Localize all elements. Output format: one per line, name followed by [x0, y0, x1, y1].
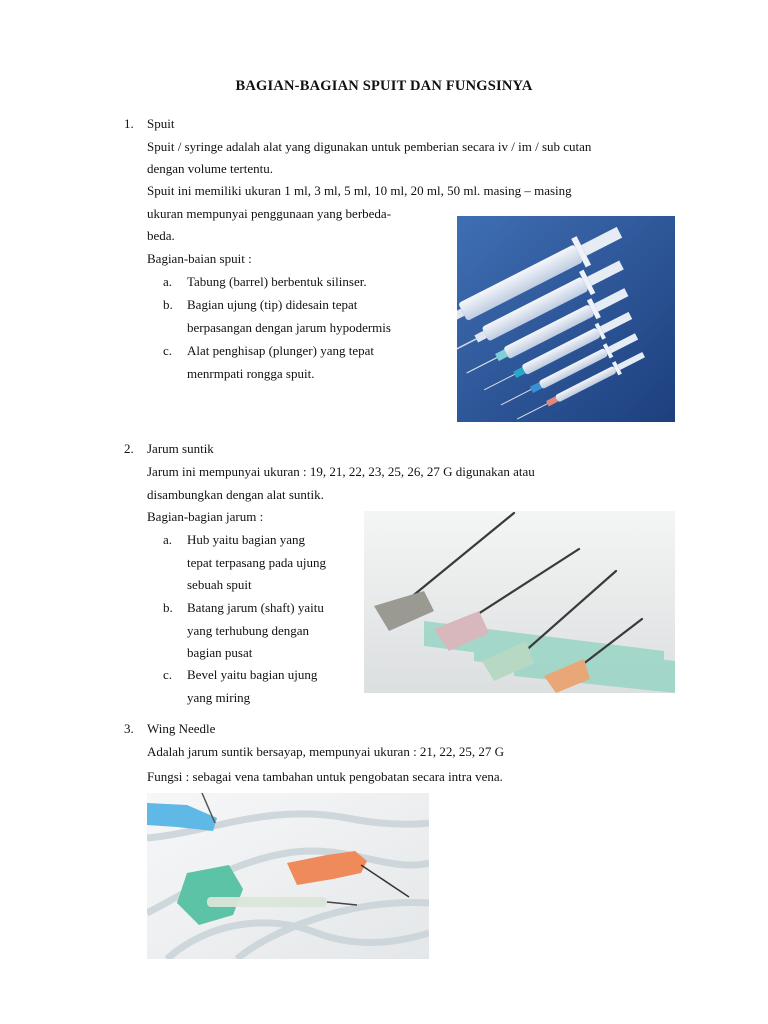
list-marker: a. — [163, 274, 173, 289]
section-2-number: 2. — [124, 441, 134, 456]
section-3-line: Adalah jarum suntik bersayap, mempunyai ukuran : 21, 22, 25, 27 G — [147, 744, 505, 759]
list-item: tepat terpasang pada ujung — [187, 555, 326, 570]
list-item: Alat penghisap (plunger) yang tepat — [187, 343, 374, 358]
section-3-number: 3. — [124, 721, 134, 736]
section-2-line: disambungkan dengan alat suntik. — [147, 487, 324, 502]
wing-needle-photo — [147, 793, 429, 959]
list-item: berpasangan dengan jarum hypodermis — [187, 320, 391, 335]
list-item: menrmpati rongga spuit. — [187, 366, 315, 381]
section-1-line: beda. — [147, 228, 175, 243]
list-item: yang miring — [187, 690, 251, 705]
list-marker: c. — [163, 667, 173, 682]
section-1-line: Bagian-baian spuit : — [147, 251, 252, 266]
section-3-line: Fungsi : sebagai vena tambahan untuk pengobatan secara intra vena. — [147, 769, 503, 784]
section-1-line: ukuran mempunyai penggunaan yang berbeda- — [147, 206, 392, 221]
section-2-line: Bagian-bagian jarum : — [147, 509, 264, 524]
list-item: sebuah spuit — [187, 577, 252, 592]
needles-photo — [364, 511, 675, 693]
list-item: bagian pusat — [187, 645, 253, 660]
section-2-line: Jarum ini mempunyai ukuran : 19, 21, 22, 23, 25, 26, 27 G digunakan atau — [147, 464, 535, 479]
list-marker: b. — [163, 297, 173, 312]
list-item: Batang jarum (shaft) yaitu — [187, 600, 324, 615]
section-1-number: 1. — [124, 116, 134, 131]
list-marker: a. — [163, 532, 173, 547]
list-marker: c. — [163, 343, 173, 358]
section-3-heading: Wing Needle — [147, 721, 216, 736]
section-2-heading: Jarum suntik — [147, 441, 214, 456]
section-1-line: Spuit / syringe adalah alat yang digunakan untuk pemberian secara iv / im / sub cutan — [147, 139, 592, 154]
section-1-heading: Spuit — [147, 116, 175, 131]
section-1-line: Spuit ini memiliki ukuran 1 ml, 3 ml, 5 ml, 10 ml, 20 ml, 50 ml. masing – masing — [147, 183, 572, 198]
syringes-photo — [457, 216, 675, 422]
list-item: Bagian ujung (tip) didesain tepat — [187, 297, 358, 312]
list-item: Bevel yaitu bagian ujung — [187, 667, 318, 682]
page-title: BAGIAN-BAGIAN SPUIT DAN FUNGSINYA — [235, 78, 533, 94]
list-marker: b. — [163, 600, 173, 615]
list-item: Tabung (barrel) berbentuk silinser. — [187, 274, 367, 289]
list-item: yang terhubung dengan — [187, 623, 310, 638]
list-item: Hub yaitu bagian yang — [187, 532, 306, 547]
section-1-line: dengan volume tertentu. — [147, 161, 273, 176]
